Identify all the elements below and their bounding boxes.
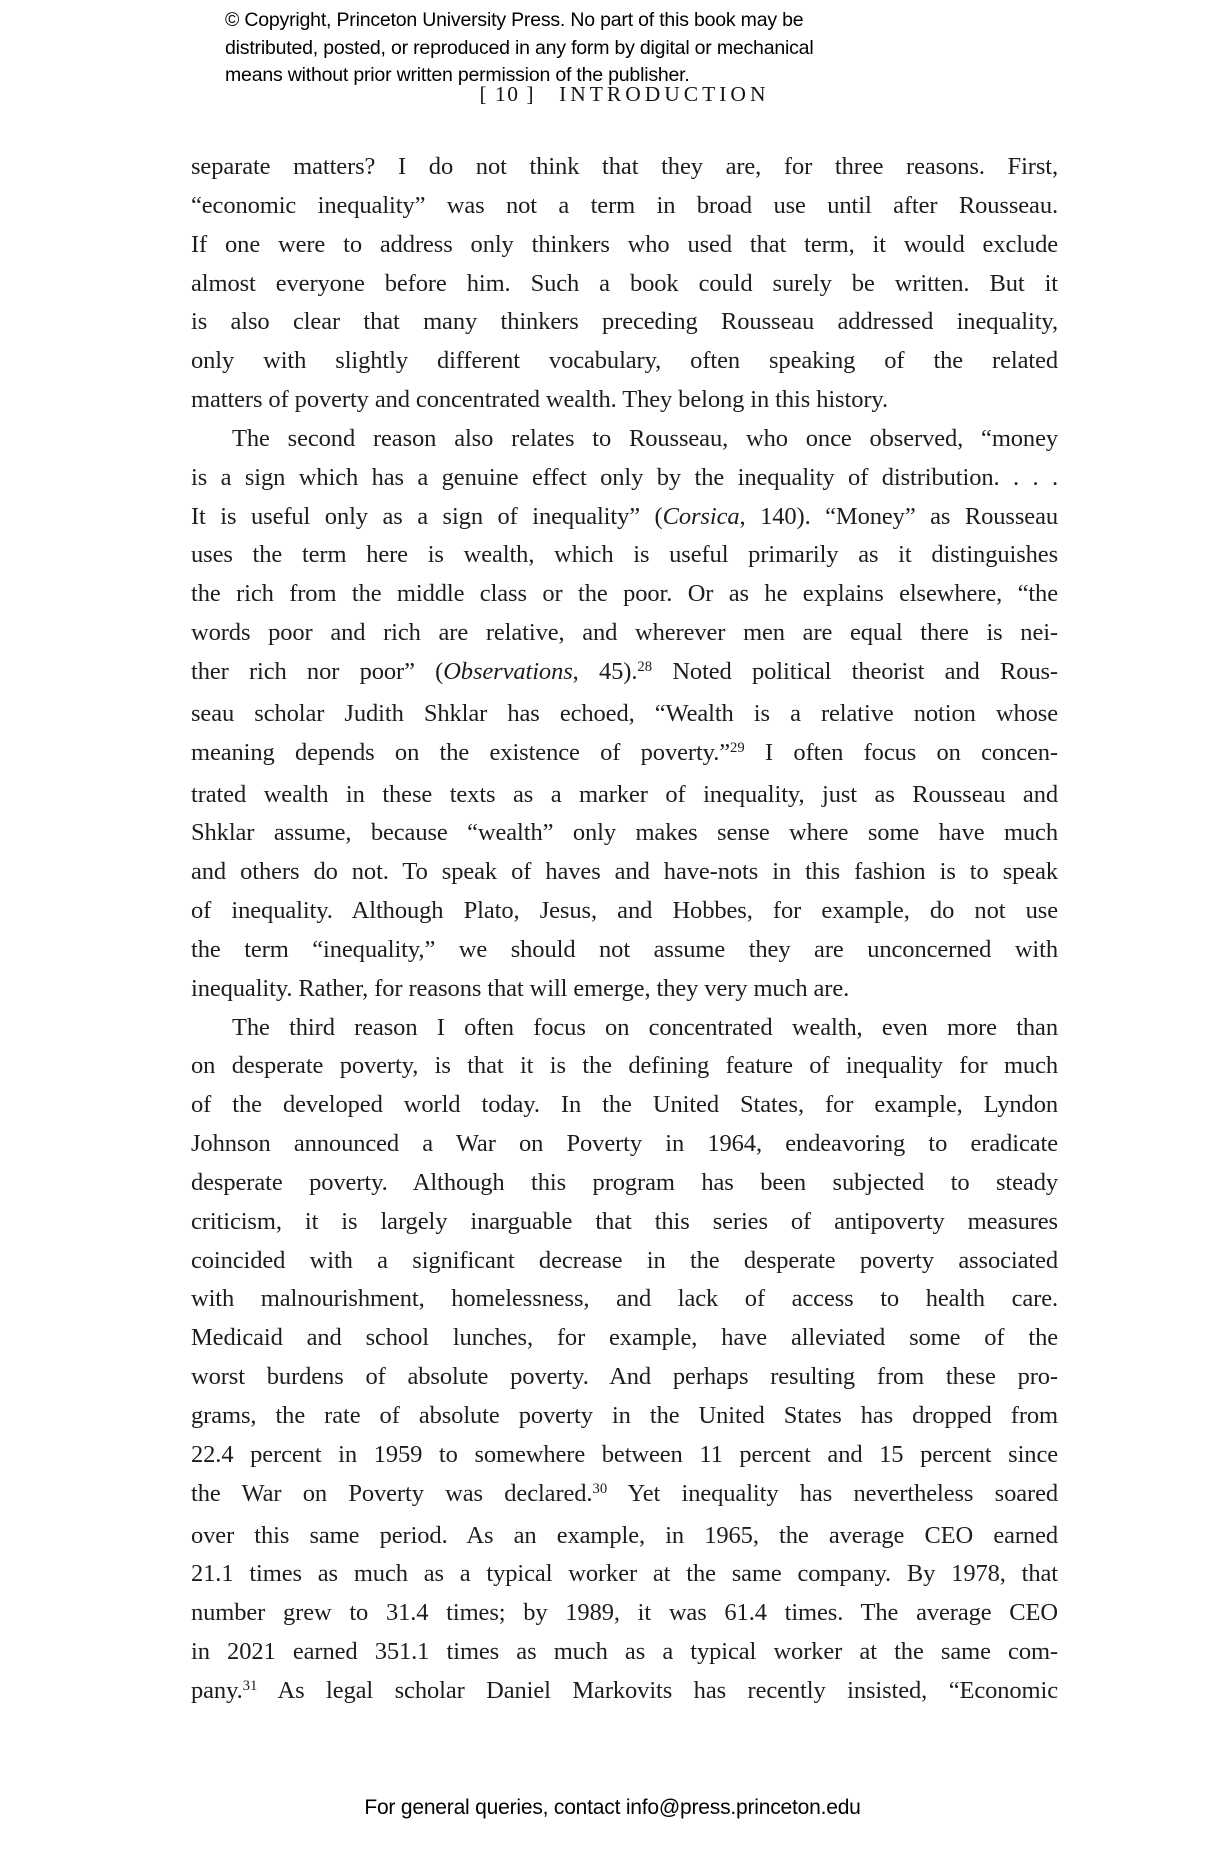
text-line — [191, 1594, 1058, 1633]
text-segment: on desperate poverty, is that it is the defining feature of inequality for much — [191, 1052, 1058, 1080]
text-line — [191, 776, 1058, 815]
text-line — [191, 970, 1058, 1009]
text-segment: over this same period. As an example, in 1965, the average CEO earned — [191, 1521, 1058, 1549]
text-line — [191, 1633, 1058, 1672]
text-line — [191, 1436, 1058, 1475]
text-segment: the rich from the middle class or the poor. Or as he explains elsewhere, “the — [191, 580, 1058, 608]
text-line — [191, 653, 1058, 695]
text-line — [191, 1203, 1058, 1242]
text-line — [191, 1086, 1058, 1125]
text-segment: matters of poverty and concentrated wealth. They belong in this history. — [191, 386, 888, 414]
text-segment: , 45). — [572, 657, 638, 685]
text-segment: almost everyone before him. Such a book could surely be written. But it — [191, 269, 1058, 297]
text-segment: number grew to 31.4 times; by 1989, it was 61.4 times. The average CEO — [191, 1599, 1058, 1627]
text-line — [191, 1047, 1058, 1086]
text-segment: of inequality. Although Plato, Jesus, and Hobbes, for example, do not use — [191, 897, 1058, 925]
text-segment: inequality. Rather, for reasons that will emerge, they very much are. — [191, 974, 850, 1002]
text-line — [191, 853, 1058, 892]
text-segment: desperate poverty. Although this program has been subjected to steady — [191, 1168, 1058, 1196]
text-segment: the term “inequality,” we should not assume they are unconcerned with — [191, 935, 1058, 963]
text-segment: and others do not. To speak of haves and have-nots in this fashion is to speak — [191, 858, 1058, 886]
text-line — [191, 814, 1058, 853]
body-text — [191, 148, 1058, 1714]
text-segment: trated wealth in these texts as a marker of inequality, just as Rousseau and — [191, 780, 1058, 808]
section-title: INTRODUCTION — [559, 82, 770, 106]
text-segment: The third reason I often focus on concentrated wealth, even more than — [232, 1013, 1058, 1041]
text-segment: “economic inequality” was not a term in broad use until after Rousseau. — [191, 191, 1058, 219]
text-segment: , 140). “Money” as Rousseau — [739, 502, 1058, 530]
text-line — [191, 575, 1058, 614]
text-line — [191, 1517, 1058, 1556]
text-segment: separate matters? I do not think that they are, for three reasons. First, — [191, 153, 1058, 180]
text-line — [191, 1242, 1058, 1281]
footnote-marker: 31 — [242, 1677, 258, 1694]
copyright-line: means without prior written permission of the publisher. — [225, 64, 690, 86]
running-head — [191, 82, 1058, 107]
text-segment: criticism, it is largely inarguable that this series of antipoverty measures — [191, 1207, 1058, 1235]
text-segment: 21.1 times as much as a typical worker at the same company. By 1978, that — [191, 1560, 1058, 1588]
text-line — [191, 695, 1058, 734]
text-line — [191, 536, 1058, 575]
text-line — [191, 931, 1058, 970]
text-segment: grams, the rate of absolute poverty in the United States has dropped from — [191, 1402, 1058, 1429]
text-line — [191, 265, 1058, 304]
text-segment: 22.4 percent in 1959 to somewhere between 11 percent and 15 percent since — [191, 1440, 1058, 1468]
text-segment: If one were to address only thinkers who used that term, it would exclude — [191, 230, 1058, 258]
text-line — [191, 1475, 1058, 1517]
text-segment: is also clear that many thinkers preceding Rousseau addressed inequality, — [191, 308, 1058, 336]
text-line — [191, 1358, 1058, 1397]
text-segment: meaning depends on the existence of poverty.” — [191, 738, 731, 766]
text-segment: only with slightly different vocabulary, often speaking of the related — [191, 347, 1058, 375]
text-segment: is a sign which has a genuine effect only by the inequality of distribution. . . . — [191, 463, 1058, 491]
text-line — [191, 342, 1058, 381]
text-segment: Johnson announced a War on Poverty in 1964, endeavoring to eradicate — [191, 1130, 1058, 1158]
text-segment: Shklar assume, because “wealth” only makes sense where some have much — [191, 819, 1058, 847]
text-line — [191, 420, 1058, 459]
text-segment: the War on Poverty was declared. — [191, 1479, 593, 1507]
text-line — [191, 226, 1058, 265]
text-segment: I often focus on concen- — [744, 738, 1058, 766]
footer-text: For general queries, contact info@press.princeton.edu — [364, 1796, 861, 1819]
text-segment: worst burdens of absolute poverty. And perhaps resulting from these pro- — [191, 1363, 1058, 1391]
text-line — [191, 498, 1058, 537]
text-segment: of the developed world today. In the United States, for example, Lyndon — [191, 1091, 1058, 1119]
text-segment: with malnourishment, homelessness, and lack of access to health care. — [191, 1285, 1058, 1313]
text-segment: Noted political theorist and Rous- — [652, 657, 1058, 685]
text-segment: seau scholar Judith Shklar has echoed, “Wealth is a relative notion whose — [191, 699, 1058, 727]
text-segment: ther rich nor poor” ( — [191, 657, 444, 685]
italic-title: Corsica — [662, 502, 740, 530]
text-line — [191, 1125, 1058, 1164]
text-line — [191, 1009, 1058, 1048]
text-line — [191, 734, 1058, 776]
text-segment: pany. — [191, 1676, 243, 1704]
text-line — [191, 614, 1058, 653]
text-segment: coincided with a significant decrease in the desperate poverty associated — [191, 1246, 1058, 1274]
text-segment: in 2021 earned 351.1 times as much as a typical worker at the same com- — [191, 1638, 1058, 1666]
footnote-marker: 28 — [637, 658, 653, 675]
text-segment: Yet inequality has nevertheless soared — [607, 1479, 1059, 1507]
text-line — [191, 381, 1058, 420]
text-segment: words poor and rich are relative, and wherever men are equal there is nei- — [191, 619, 1058, 647]
text-line — [191, 148, 1058, 187]
text-line — [191, 187, 1058, 226]
text-line — [191, 1672, 1058, 1714]
copyright-line: © Copyright, Princeton University Press. No part of this book may be — [225, 9, 804, 31]
text-segment: uses the term here is wealth, which is useful primarily as it distinguishes — [191, 541, 1058, 569]
text-line — [191, 1397, 1058, 1436]
text-line — [191, 1280, 1058, 1319]
copyright-notice — [225, 7, 813, 90]
text-segment: As legal scholar Daniel Markovits has recently insisted, “Economic — [257, 1676, 1058, 1704]
copyright-line: distributed, posted, or reproduced in any form by digital or mechanical — [225, 36, 814, 59]
text-segment: The second reason also relates to Rousseau, who once observed, “money — [232, 424, 1058, 452]
footnote-marker: 30 — [592, 1480, 608, 1497]
text-segment: It is useful only as a sign of inequality” ( — [191, 502, 663, 530]
text-line — [191, 1319, 1058, 1358]
text-segment: Medicaid and school lunches, for example, have alleviated some of the — [191, 1324, 1058, 1352]
page-footer — [0, 1796, 1225, 1820]
text-line — [191, 1555, 1058, 1594]
footnote-marker: 29 — [730, 739, 745, 756]
text-line — [191, 459, 1058, 498]
text-line — [191, 1164, 1058, 1203]
italic-title: Observations — [443, 657, 573, 685]
text-line — [191, 892, 1058, 931]
page-number: [ 10 ] — [479, 82, 536, 106]
text-line — [191, 303, 1058, 342]
